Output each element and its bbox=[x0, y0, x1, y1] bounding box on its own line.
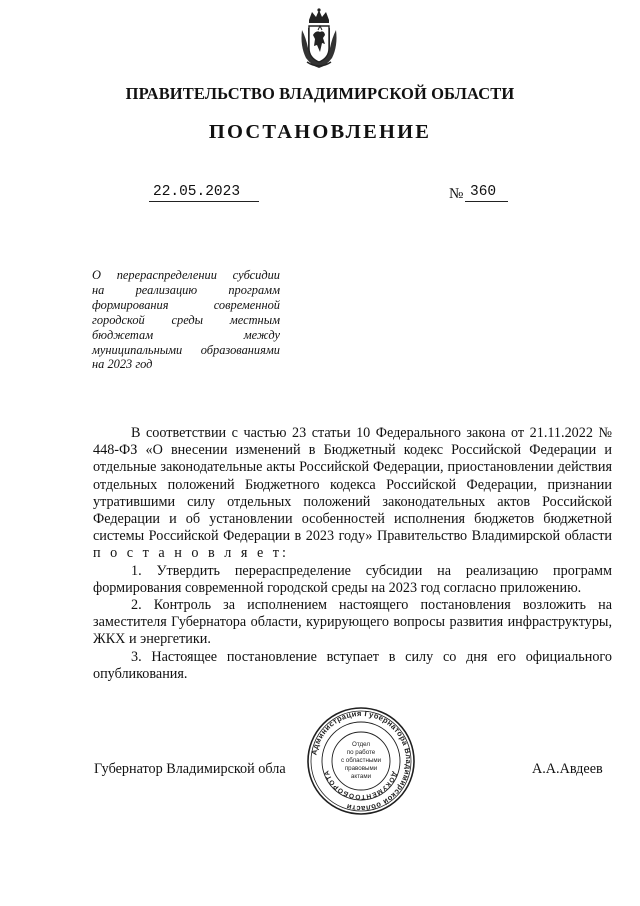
coat-of-arms-icon bbox=[298, 8, 340, 70]
subject-line: на 2023 год bbox=[92, 357, 153, 372]
preamble-text: В соответствии с частью 23 статьи 10 Федерального закона от 21.11.2022 № 448-ФЗ «О внесении изменений в Бюджетный кодекс Российской Федерации и отдельные законодательные акты Российской Федерации, приостановлении действия отдельных положений Бюджетного кодекса Российской Федерации, признании утратившими силу отдельных положений законодательных актов Российской Федерации и об установлении особенностей исполнения бюджетов бюджетной системы Российской Федерации в 2023 году» Правительство Владимирской области bbox=[93, 425, 612, 545]
signer-title: Губернатор Владимирской обла bbox=[94, 761, 286, 777]
stamp-outer-text: Администрация Губернатора Владимирской области bbox=[309, 708, 414, 814]
subject-line: на реализацию программ bbox=[92, 282, 280, 297]
official-stamp bbox=[306, 706, 416, 816]
stamp-center-line: правовыми bbox=[344, 765, 378, 772]
document-subject bbox=[92, 268, 280, 372]
document-number: 360 bbox=[465, 184, 508, 202]
stamp-center-line: с областными bbox=[340, 757, 382, 764]
document-body bbox=[93, 425, 612, 683]
subject-line: формирования современной bbox=[92, 297, 280, 312]
document-type: ПОСТАНОВЛЕНИЕ bbox=[208, 121, 432, 143]
subject-line: муниципальными образованиями bbox=[92, 342, 280, 357]
document-date: 22.05.2023 bbox=[149, 184, 259, 202]
stamp-center-line: Отдел bbox=[352, 741, 370, 748]
decrees-word: п о с т а н о в л я е т: bbox=[93, 545, 289, 562]
stamp-center-line: актами bbox=[350, 773, 372, 780]
subject-line: бюджетам между bbox=[92, 327, 280, 342]
subject-line: О перераспределении субсидии bbox=[92, 268, 280, 282]
stamp-center-line: по работе bbox=[346, 749, 376, 756]
decree-item: 1. Утвердить перераспределение субсидии на реализацию программ формирования современной городской среды на 2023 год согласно приложению. bbox=[93, 562, 612, 596]
decree-item: 2. Контроль за исполнением настоящего постановления возложить на заместителя Губернатора области, курирующего вопросы развития инфраструктуры, ЖКХ и энергетики. bbox=[93, 597, 612, 648]
subject-line: городской среды местным bbox=[92, 312, 280, 327]
preamble-paragraph bbox=[93, 425, 612, 563]
stamp-ring-text: ДОКУМЕНТООБОРОТА bbox=[323, 768, 399, 801]
organization-title: ПРАВИТЕЛЬСТВО ВЛАДИМИРСКОЙ ОБЛАСТИ bbox=[125, 84, 515, 103]
number-label: № bbox=[449, 186, 464, 202]
decree-item: 3. Настоящее постановление вступает в силу со дня его официального опубликования. bbox=[93, 648, 612, 682]
signer-name: А.А.Авдеев bbox=[532, 761, 603, 777]
